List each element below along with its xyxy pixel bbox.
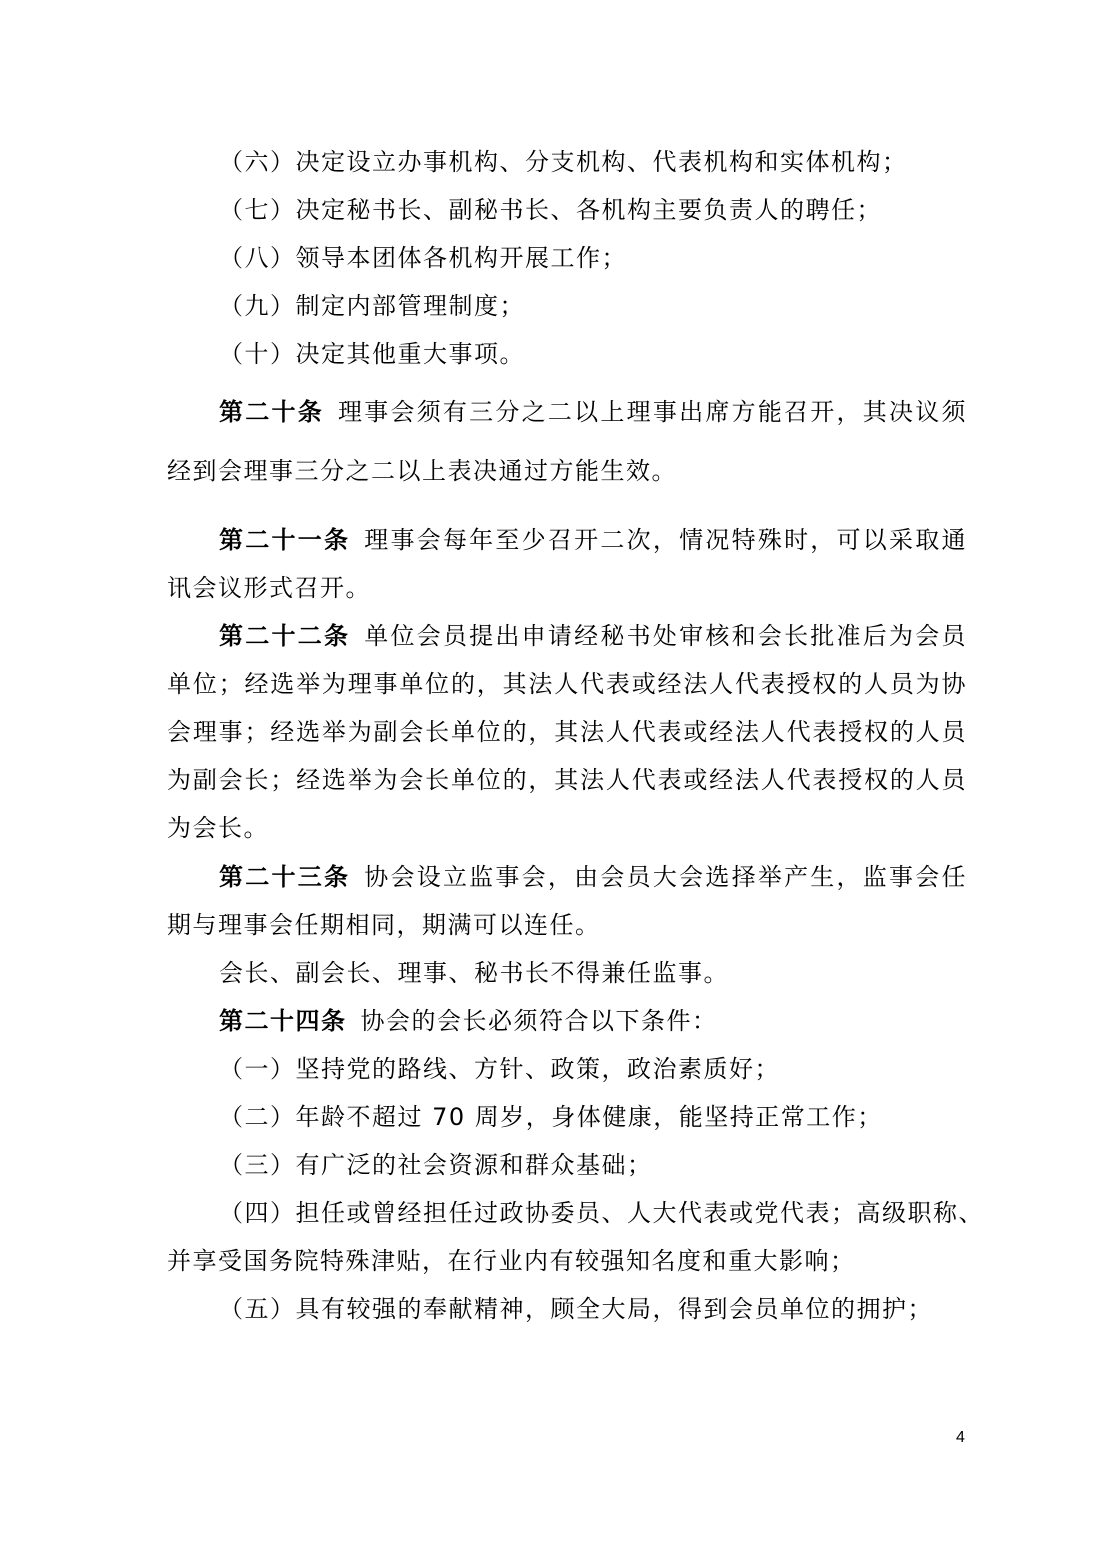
list-item: （二）年龄不超过 70 周岁，身体健康，能坚持正常工作； <box>219 1103 883 1131</box>
article-21-line-2: 讯会议形式召开。 <box>167 574 371 602</box>
article-21-line-1 <box>219 524 967 556</box>
list-item: （五）具有较强的奉献精神，顾全大局，得到会员单位的拥护； <box>219 1295 933 1323</box>
list-item-continuation: 并享受国务院特殊津贴，在行业内有较强知名度和重大影响； <box>167 1247 856 1275</box>
article-22-line-2: 单位；经选举为理事单位的，其法人代表或经法人代表授权的人员为协 <box>167 670 967 698</box>
list-item: （四）担任或曾经担任过政协委员、人大代表或党代表；高级职称、 <box>219 1199 984 1227</box>
article-heading: 第二十三条 <box>219 863 351 891</box>
article-text: 协会的会长必须符合以下条件： <box>360 1007 718 1035</box>
article-20-line-2: 经到会理事三分之二以上表决通过方能生效。 <box>167 457 677 485</box>
list-item: （一）坚持党的路线、方针、政策，政治素质好； <box>219 1055 780 1083</box>
list-item: （八）领导本团体各机构开展工作； <box>219 244 627 272</box>
list-item: （三）有广泛的社会资源和群众基础； <box>219 1151 653 1179</box>
article-text: 理事会每年至少召开二次，情况特殊时，可以采取通 <box>364 526 968 554</box>
article-22-line-3: 会理事；经选举为副会长单位的，其法人代表或经法人代表授权的人员 <box>167 718 967 746</box>
article-22-line-5: 为会长。 <box>167 814 269 842</box>
article-20-line-1 <box>219 396 967 428</box>
list-item: （十）决定其他重大事项。 <box>219 340 525 368</box>
article-heading: 第二十四条 <box>219 1007 347 1035</box>
list-item: （七）决定秘书长、副秘书长、各机构主要负责人的聘任； <box>219 196 882 224</box>
article-23-line-2: 期与理事会任期相同，期满可以连任。 <box>167 911 601 939</box>
article-heading: 第二十条 <box>219 398 324 426</box>
article-text: 协会设立监事会，由会员大会选择举产生，监事会任 <box>364 863 968 891</box>
page-number: 4 <box>956 1429 965 1446</box>
list-item: （九）制定内部管理制度； <box>219 292 525 320</box>
article-22-line-1 <box>219 620 967 652</box>
article-text: 理事会须有三分之二以上理事出席方能召开，其决议须 <box>337 398 968 426</box>
article-23-line-1 <box>219 861 967 893</box>
article-24-line-1 <box>219 1005 967 1037</box>
article-heading: 第二十一条 <box>219 526 351 554</box>
article-heading: 第二十二条 <box>219 622 351 650</box>
article-23-line-3: 会长、副会长、理事、秘书长不得兼任监事。 <box>219 959 729 987</box>
article-text: 单位会员提出申请经秘书处审核和会长批准后为会员 <box>364 622 968 650</box>
list-item: （六）决定设立办事机构、分支机构、代表机构和实体机构； <box>219 148 908 176</box>
article-22-line-4: 为副会长；经选举为会长单位的，其法人代表或经法人代表授权的人员 <box>167 766 967 794</box>
